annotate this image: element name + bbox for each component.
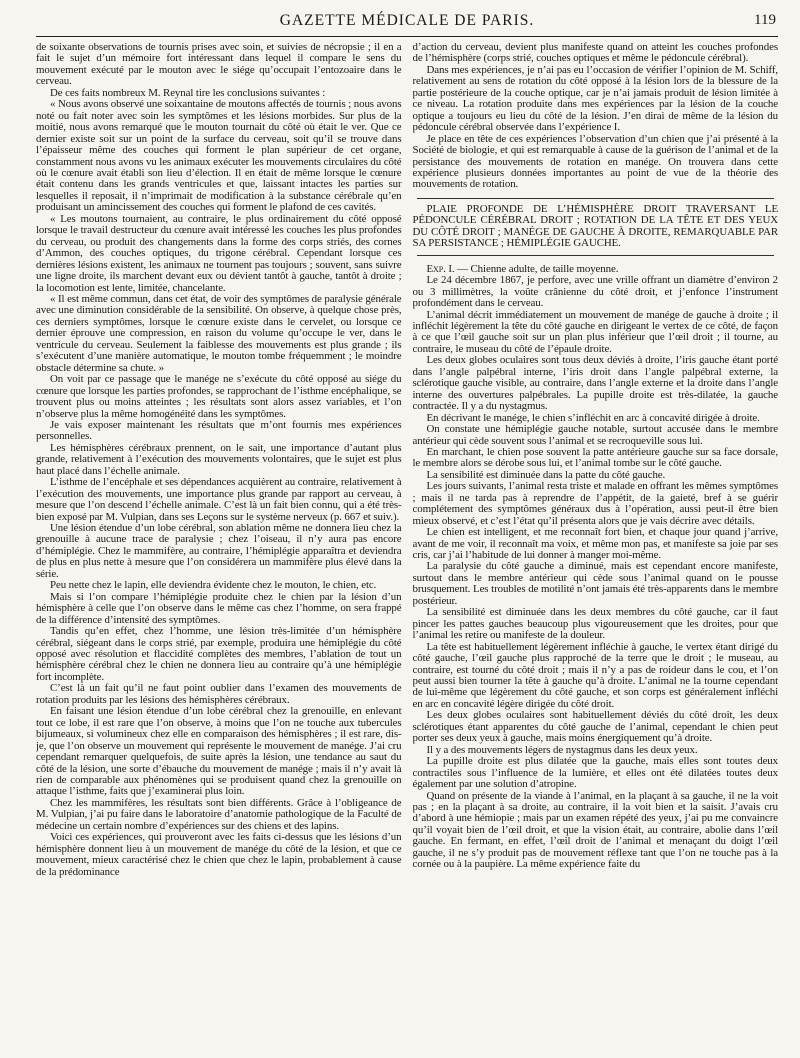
paragraph: Les hémisphères cérébraux prennent, on le sait, une importance d’autant plus grande, relativement à l’exécution des mouvements volontaires, que le sujet est plus haut placé dans l’échelle animale. <box>36 441 402 477</box>
journal-title: GAZETTE MÉDICALE DE PARIS. <box>279 12 535 29</box>
paragraph: La sensibilité est diminuée dans les deux membres du côté gauche, car il faut pincer les pattes gauches beaucoup plus vigoureusement que les droites, pour que l’animal les retire ou manifeste de la douleur. <box>412 606 778 642</box>
experiment-title: — Chienne adulte, de taille moyenne. <box>454 262 619 275</box>
paragraph: Peu nette chez le lapin, elle deviendra évidente chez le mouton, le chien, etc. <box>50 579 377 592</box>
paragraph: De ces faits nombreux M. Reynal tire les conclusions suivantes : <box>50 86 326 99</box>
paragraph: La sensibilité est diminuée dans la patte du côté gauche. <box>426 468 666 481</box>
paragraph: de soixante observations de tournis prises avec soin, et suivies de nécropsie ; il en a fait le sujet d’un mémoire fort intéressant dans lequel il compare le sens du mouvement exécuté par le mouton avec le siége qu’occupait l’entozoaire dans le cerveau. <box>36 42 402 88</box>
paragraph: Tandis qu’en effet, chez l’homme, une lésion très-limitée d’un hémisphère cérébral, siégeant dans le corps strié, par exemple, produira une hémiplégie du côté opposé avec résolution et flaccidité complètes des membres, l’ablation de tout un hémisphère cérébral chez le chien ne donnera lieu au contraire qu’à une hémiplégie fort incomplète. <box>36 625 402 683</box>
right-column <box>413 42 779 1052</box>
paragraph: Le 24 décembre 1867, je perfore, avec une vrille offrant un diamètre d’environ 2 ou 3 millimètres, la voûte crânienne du côté droit, et j’enfonce l’instrument profondément dans le cerveau. <box>412 274 778 310</box>
left-column <box>36 42 402 1052</box>
section-rule-top <box>417 198 775 199</box>
paragraph: Je place en tête de ces expériences l’observation d’un chien que j’ai présenté à la Société de biologie, et qui est remarquable à cause de la guérison de l’animal et de la persistance des mouvements de rotation en manége. On trouvera dans cette expérience plusieurs données importantes au point de vue de la théorie des mouvements de rotation. <box>412 132 778 191</box>
section-rule-bottom <box>417 255 775 256</box>
paragraph: Le chien est intelligent, et me reconnaît fort bien, et chaque jour quand j’arrive, avant de me voir, il reconnaît ma voix, et même mon pas, et manifeste sa joie par ses cris, car j’ai l’habitude de lui donner à manger moi-même. <box>412 526 778 562</box>
paragraph: Les deux globes oculaires sont tous deux déviés à droite, l’iris gauche étant porté dans l’angle palpébral interne, l’iris droit dans l’angle palpébral externe, la sclérotique gauche visible, au contraire, dans l’angle externe et la droite dans l’angle interne des ouvertures palpébrales. La pupille droite est très-dilatée, la gauche contractée. Il y a du nystagmus. <box>412 354 778 413</box>
paragraph: En décrivant le manége, le chien s’infléchit en arc à concavité dirigée à droite. <box>426 411 760 424</box>
paragraph: Les jours suivants, l’animal resta triste et malade en offrant les mêmes symptômes ; mais il ne tarda pas à reprendre de l’appétit, de la gaieté, bref à se guérir complétement des symptômes généraux dus à l’opération, aussi peut-il être bien mieux observé, et c’est l’état qu’il présenta alors que je vais décrire avec détails. <box>412 480 778 527</box>
page-number: 119 <box>754 12 776 28</box>
paragraph: Chez les mammifères, les résultats sont bien différents. Grâce à l’obligeance de M. Vulpian, j’ai pu faire dans le laboratoire d’anatomie pathologique de la Faculté de médecine un certain nombre d’expériences sur des chiens et des lapins. <box>36 796 402 832</box>
paragraph: L’isthme de l’encéphale et ses dépendances acquièrent au contraire, relativement à l’exécution des mouvements, une importance plus grande par rapport au cerveau, à mesure que l’on descend l’échelle animale. C’est là un fait bien connu, qui a été très-bien exposé par M. Vulpian, dans ses Leçons sur le système nerveux (p. 667 et suiv.). <box>36 476 402 523</box>
paragraph: La tête est habituellement légèrement infléchie à gauche, le vertex étant dirigé du côté gauche, l’œil gauche plus rapproché de la terre que le droit ; le museau, au contraire, est tourné du côté droit ; mais il n’y a pas de roideur dans le cou, et l’on peut aussi bien tourner la tête à gauche qu’à droite. L’animal ne la tourne cependant de lui-même que légèrement du côté gauche, et son corps est généralement infléchi en arc en concavité légère dirigée du côté droit. <box>412 640 778 710</box>
paragraph: La paralysie du côté gauche a diminué, mais est cependant encore manifeste, surtout dans le membre antérieur qui cède sous l’animal quand on le pousse brusquement. Les troubles de motilité n’ont jamais été très-apparents dans le membre postérieur. <box>412 560 778 607</box>
paragraph: En faisant une lésion étendue d’un lobe cérébral chez la grenouille, en enlevant tout ce lobe, il est rare que l’on observe, à moins que l’on ne touche aux tubercules bijumeaux, si volumineux chez elle en comparaison des hémisphères ; il est rare, dis-je, que l’on observe un mouvement qui représente le mouvement de manége. J’ai cru cependant remarquer quelquefois, de suite après la lésion, une tendance au saut du côté de la lésion, une sorte d’ébauche du mouvement de manége ; mais il n’y avait là rien de comparable aux phénomènes qui se produisent quand chez la grenouille on attaque l’isthme, faits que j’examinerai plus loin. <box>36 705 402 798</box>
paragraph: Quand on présente de la viande à l’animal, en la plaçant à sa gauche, il ne la voit pas ; en la plaçant à sa droite, au contraire, il la voit bien et la saisit. J’avais cru d’abord à une hémiopie ; mais par un examen répété des yeux, j’ai pu me convaincre qu’il voyait bien de l’œil droit, et que la vision était, au contraire, abolie dans l’œil gauche. En fermant, en effet, l’œil droit de l’animal et menaçant du doigt l’œil gauche, il ne s’y produit pas de mouvement réflexe tant que l’on ne touche pas à la cornée ou à la paupière. La même expérience faite du <box>412 789 778 871</box>
paragraph: Mais si l’on compare l’hémiplégie produite chez le chien par la lésion d’un hémisphère à celle que l’on observe dans le même cas chez l’homme, on sera frappé de la différence d’intensité des symptômes. <box>36 590 402 626</box>
paragraph: On constate une hémiplégie gauche notable, surtout accusée dans le membre antérieur qui cède souvent sous l’animal et se recroqueville sous lui. <box>412 423 778 447</box>
paragraph: d’action du cerveau, devient plus manifeste quand on atteint les couches profondes de l’hémisphère (corps strié, couches optiques et même le pédoncule cérébral). <box>412 42 778 65</box>
paragraph: Je vais exposer maintenant les résultats que m’ont fournis mes expériences personnelles. <box>36 418 402 443</box>
paragraph: La pupille droite est plus dilatée que la gauche, mais elles sont toutes deux contractiles sous l’influence de la lumière, et elles ont été dilatées toutes deux également par une solution d’atropine. <box>412 755 778 791</box>
experiment-label: Exp. I. <box>426 262 455 275</box>
paragraph: En marchant, le chien pose souvent la patte antérieure gauche sur sa face dorsale, le membre alors se dérobe sous lui, et l’animal tombe sur le côté gauche. <box>412 445 778 470</box>
paragraph: Les deux globes oculaires sont habituellement déviés du côté droit, les deux sclérotiques étant apparentes du côté gauche de l’animal, cependant le chien peut porter ses deux yeux à gauche, mais moins énergiquement qu’à droite. <box>412 709 778 745</box>
paragraph: On voit par ce passage que le manége ne s’exécute du côté opposé au siége du cœnure que lorsque les parties profondes, se rapprochant de l’isthme encéphalique, se trouvent plus ou moins atteintes ; les résultats sont alors assez variables, et l’on n’observe plus la même homogénéité dans les symptômes. <box>36 373 402 420</box>
paragraph: Une lésion étendue d’un lobe cérébral, son ablation même ne donnera lieu chez la grenouille à aucune trace de paralysie ; chez l’oiseau, il n’y aura pas encore d’hémiplégie. Chez le mammifère, au contraire, l’hémiplégie apparaîtra et deviendra de plus en plus nette à mesure que l’on considérera un mammifère plus élevé dans la série. <box>36 522 402 580</box>
paragraph: Il y a des mouvements légers de nystagmus dans les deux yeux. <box>426 743 698 756</box>
paragraph: « Les moutons tournaient, au contraire, le plus ordinairement du côté opposé lorsque le travail destructeur du cœnure avait intéressé les couches les plus profondes du cerveau, ou produit des changements dans la forme des corps striés, des cornes d’Ammon, des couches optiques, du trigone cérébral. Cependant lorsque ces dernières lésions existent, les animaux ne tournent pas toujours ; souvent, sans suivre une ligne droite, ils marchent devant eux ou dévient tantôt à gauche, tantôt à droite ; la locomotion est lente, limitée, chancelante. <box>36 212 402 294</box>
paragraph: « Il est même commun, dans cet état, de voir des symptômes de paralysie générale avec une diminution considérable de la sensibilité. On observe, à quelque chose près, ces derniers symptômes, lorsque le cœnure existe dans le cervelet, ou lorsque ce dernier éprouve une compression, en raison du volume qu’occupe le ver, dans le ventricule du cerveau. Seulement la faiblesse des mouvements est plus grande ; ils s’exécutent d’une manière automatique, le mouton tombe fréquemment ; le moindre obstacle détermine sa chute. » <box>36 292 402 374</box>
page-header <box>36 8 778 37</box>
paragraph: Voici ces expériences, qui prouveront avec les faits ci-dessus que les lésions d’un hémisphère donnent lieu à un mouvement de manége du côté de la lésion, et que ce mouvement, mieux caractérisé chez le chien que chez le lapin, probablement à cause de la prédominance <box>36 831 402 878</box>
case-heading: PLAIE PROFONDE DE L’HÉMISPHÈRE DROIT TRAVERSANT LE PÉDONCULE CÉRÉBRAL DROIT ; ROTATION DE LA TÊTE ET DES YEUX DU CÔTÉ DROIT ; MANÉGE DE GAUCHE À DROITE, REMARQUABLE PAR SA PERSISTANCE ; HÉMIPLÉGIE GAUCHE. <box>412 202 778 250</box>
paragraph: C’est là un fait qu’il ne faut point oublier dans l’examen des mouvements de rotation produits par les lésions des hémisphères cérébraux. <box>36 682 402 706</box>
text-columns <box>36 42 778 1052</box>
paragraph: « Nous avons observé une soixantaine de moutons affectés de tournis ; nous avons noté ou fait noter avec soin les symptômes et les lésions morbides. Sur plus de la moitié, nous avons remarqué que le mouton tournait du côté où était le ver. Que ce dernier existe soit sur un point de la surface du cerveau, soit qu’il se trouve dans l’épaisseur même des couches qui forment le plan supérieur de cet organe, constamment nous avons vu les animaux exécuter les mouvements circulaires du côté où le cœnure avait établi son lieu d’élection. Il en était de même lorsque le cœnure était contenu dans les grands ventricules et que, laissant intactes les parties sur lesquelles il reposait, il n’imprimait de modification à la substance cérébrale qu’en produisant un amincissement des couches qui forment le plafond de ces cavités. <box>36 98 402 214</box>
paragraph: L’animal décrit immédiatement un mouvement de manége de gauche à droite ; il infléchit légèrement la tête du côté gauche en dirigeant le vertex de ce côté, de façon à ce que l’œil gauche soit sur un plan plus inférieur que l’œil droit ; il tourne, au contraire, le museau du côté de l’épaule droite. <box>412 308 778 355</box>
paragraph: Dans mes expériences, je n’ai pas eu l’occasion de vérifier l’opinion de M. Schiff, relativement au sens de rotation du côté opposé à la lésion lors de la blessure de la partie postérieure de la couche optique, car je n’ai jamais produit de lésion limitée à ce niveau. La rotation produite dans mes expériences par la lésion de la couche optique a toujours eu lieu du côté de la lésion. J’en dirai de même de la lésion du pédoncule cérébral observée dans l’expérience I. <box>412 63 778 134</box>
